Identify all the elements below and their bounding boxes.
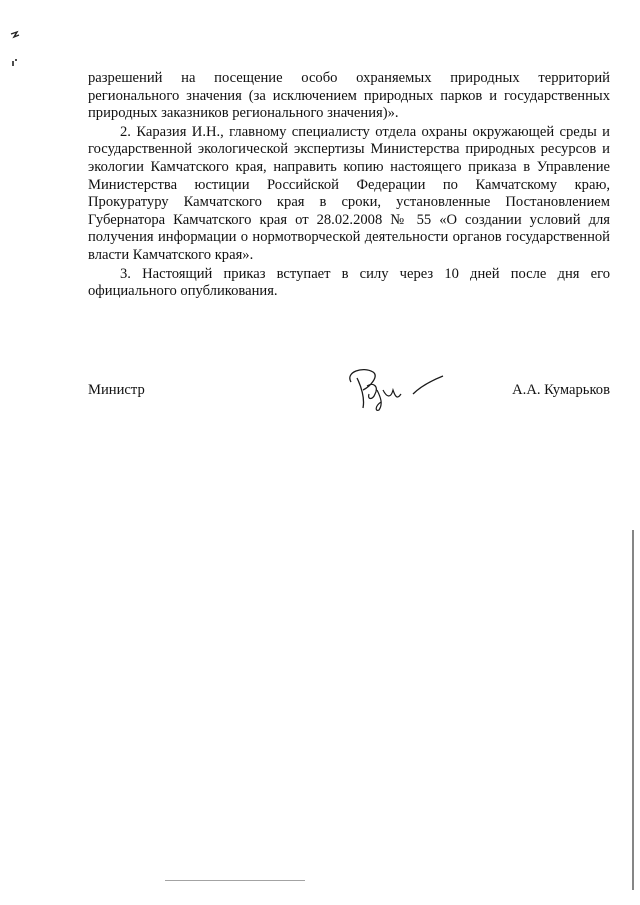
paragraph-item-3: 3. Настоящий приказ вступает в силу через 10 дней после дня его официального опубликования. — [88, 265, 610, 300]
scan-bottom-line — [165, 880, 305, 881]
document-body — [88, 70, 610, 301]
signatory-name: А.А. Кумарьков — [512, 382, 610, 398]
handwritten-signature — [343, 364, 453, 414]
scan-artifact-mark — [8, 28, 24, 72]
signatory-title: Министр — [88, 382, 145, 398]
paragraph-item-2: 2. Каразия И.Н., главному специалисту отдела охраны окружающей среды и государственной экологической экспертизы Министерства природных ресурсов и экологии Камчатского края, направить копию настоящего приказа в Управление Министерства юстиции Российской Федерации по Камчатскому краю, Прокуратуру Камчатского края в сроки, установленные Постановлением Губернатора Камчатского края от 28.02.2008 № 55 «О создании условий для получения информации о нормотворческой деятельности органов государственной власти Камчатского края». — [88, 123, 610, 263]
signature-block — [88, 364, 610, 444]
paragraph-continuation: разрешений на посещение особо охраняемых природных территорий регионального значения (за исключением природных парков и государственных природных заказников регионального значения)». — [88, 70, 610, 122]
scan-edge-shadow — [632, 530, 634, 890]
